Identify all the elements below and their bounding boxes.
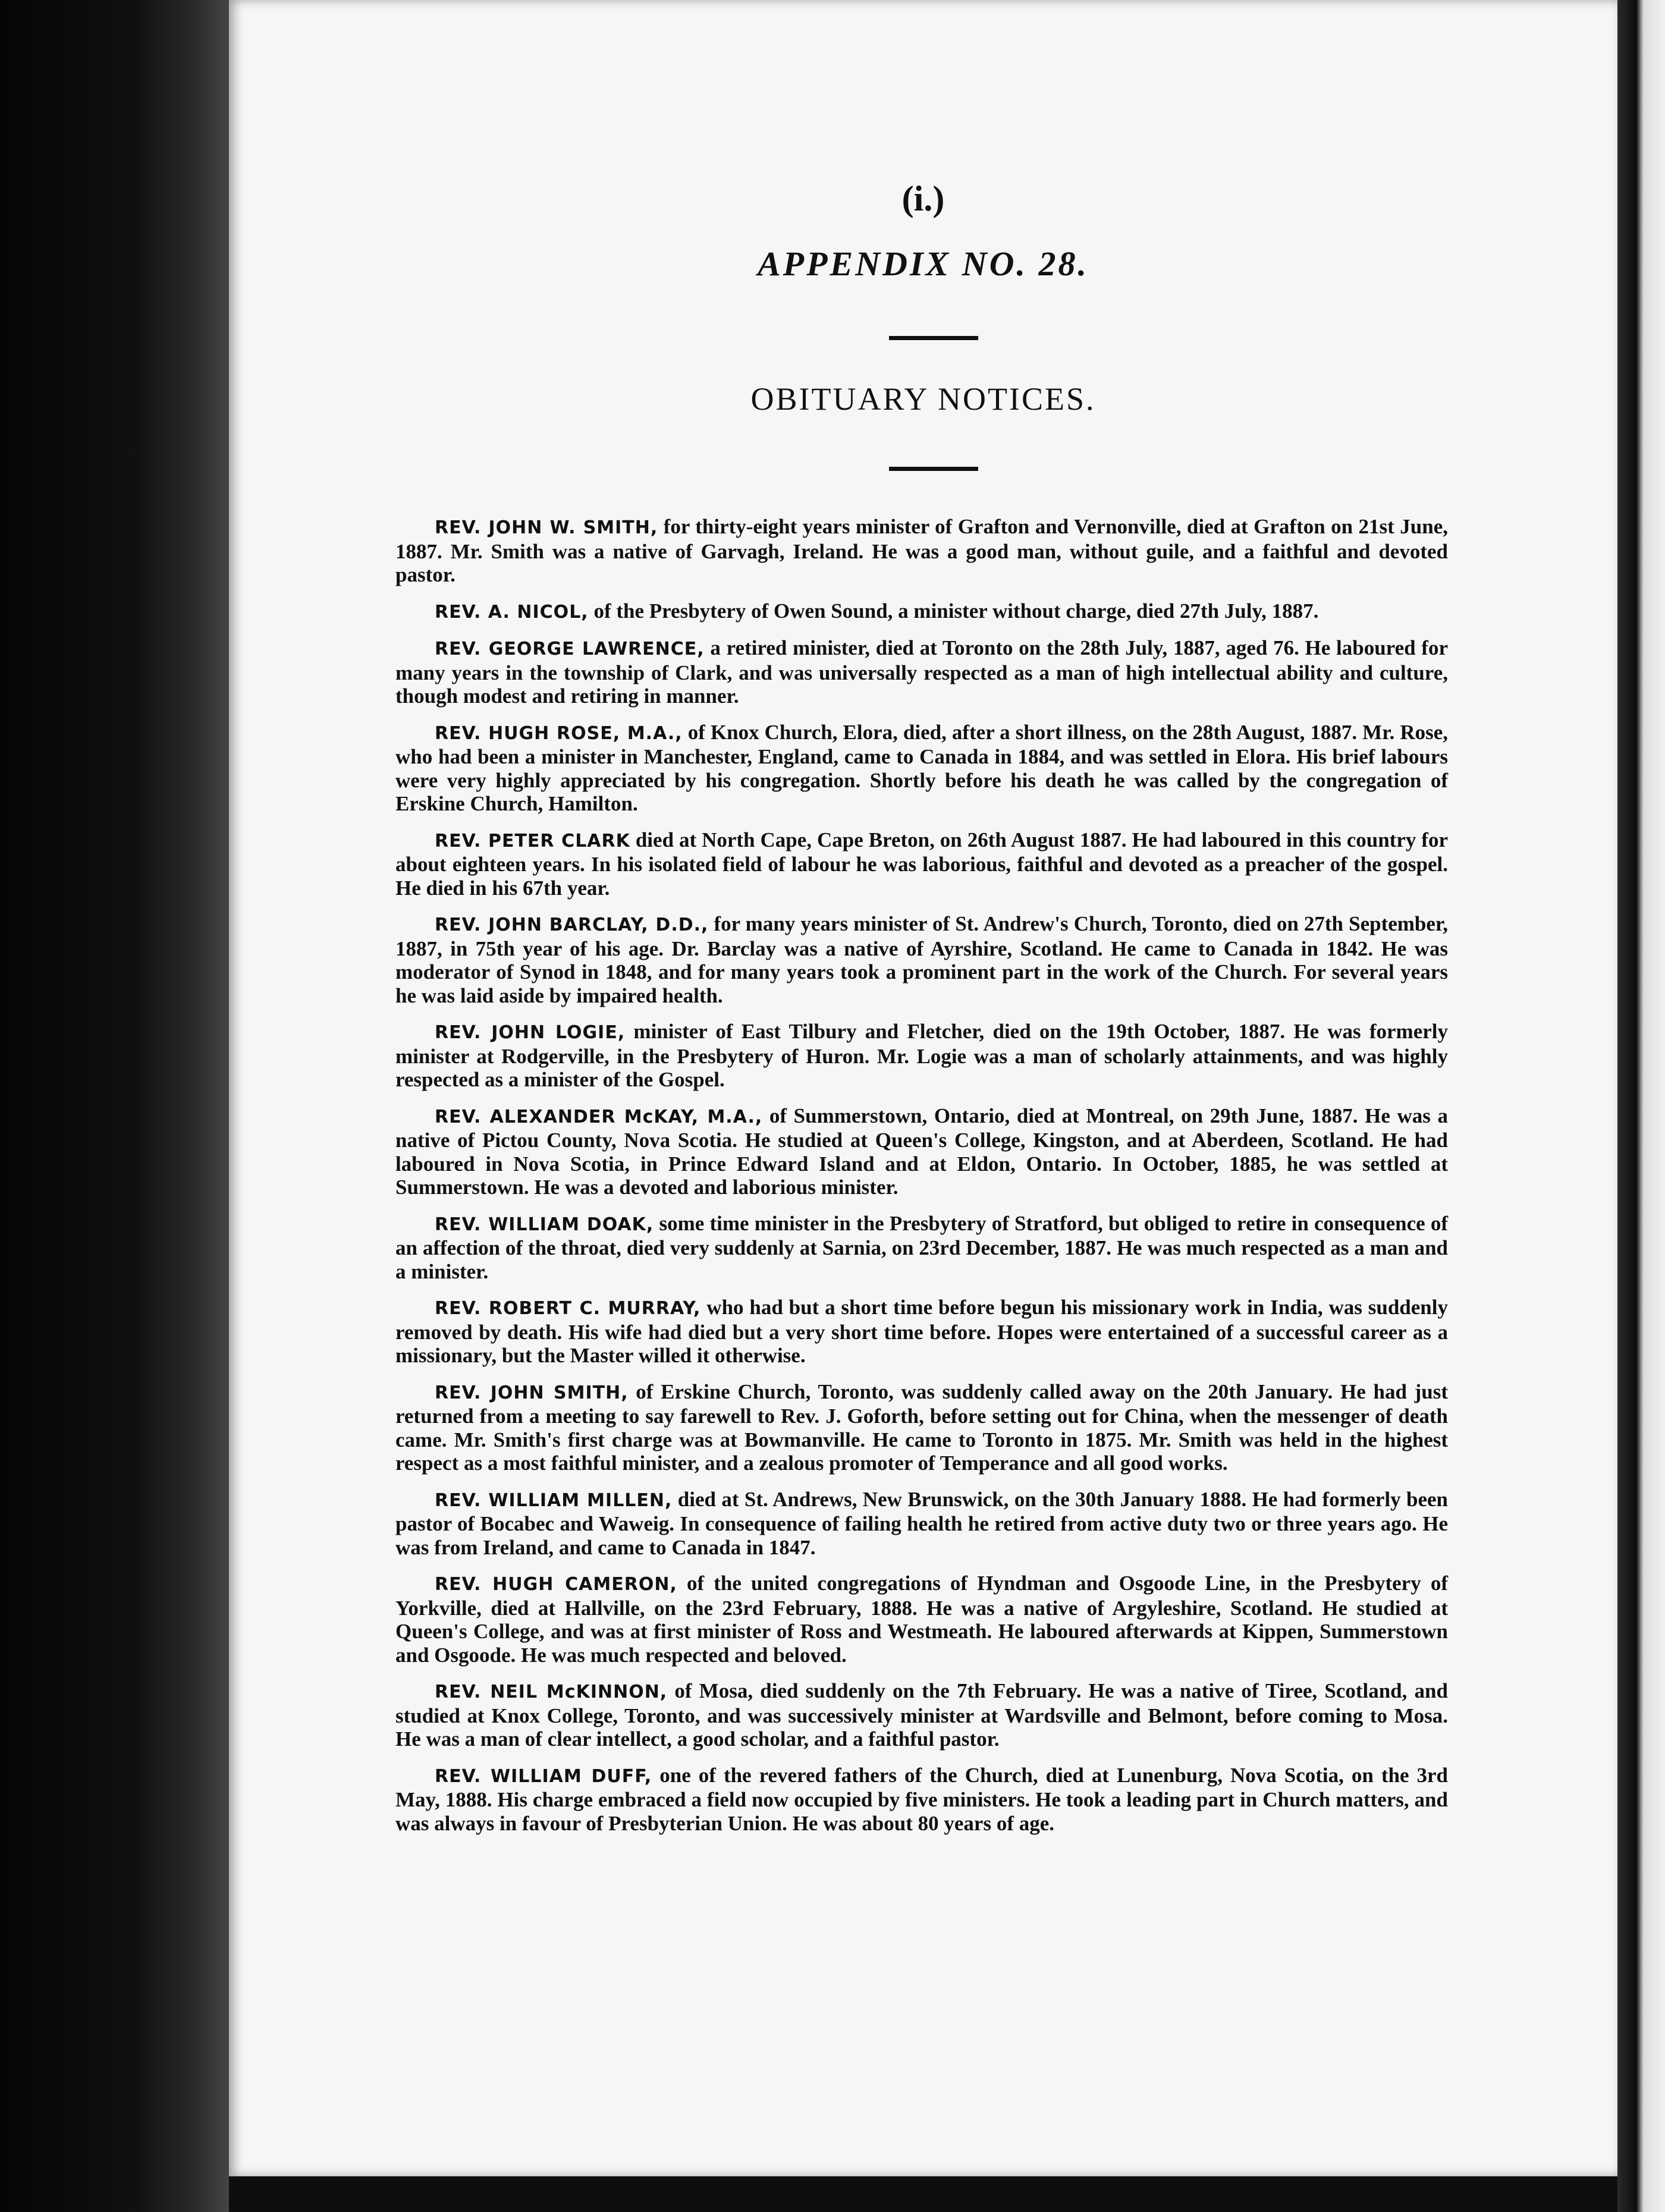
obituary-notice <box>395 912 1448 1007</box>
notice-text: of the Presbytery of Owen Sound, a minister without charge, died 27th July, 1887. <box>588 599 1319 623</box>
obituary-notice <box>395 721 1448 816</box>
obituary-notice <box>395 1296 1448 1368</box>
notice-text: minister of East Tilbury and Fletcher, died on the 19th October, 1887. He was formerly minister at Rodgerville, in the Presbytery of Huron. Mr. Logie was a man of scholarly attainments, and was highly respected as a minister of the Gospel. <box>395 1020 1448 1091</box>
notice-text: for many years minister of St. Andrew's Church, Toronto, died on 27th September, 1887, in 75th year of his age. Dr. Barclay was a native of Ayrshire, Scotland. He came to Canada in 1842. He was moderator of Synod in 1848, and for many years took a prominent part in the work of the Church. For several years he was laid aside by impaired health. <box>395 912 1448 1007</box>
minister-name: REV. WILLIAM DUFF, <box>435 1765 652 1787</box>
minister-name: REV. GEORGE LAWRENCE, <box>435 639 705 659</box>
notice-text: for thirty-eight years minister of Grafton and Vernonville, died at Grafton on 21st June, 1887. Mr. Smith was a native of Garvagh, Ireland. He was a good man, without guile, and a faithful and devoted pastor. <box>395 515 1448 586</box>
minister-name: REV. NEIL McKINNON, <box>435 1682 668 1702</box>
obituary-notice <box>395 636 1448 708</box>
minister-name: REV. ROBERT C. MURRAY, <box>435 1298 701 1319</box>
notice-text: died at North Cape, Cape Breton, on 26th August 1887. He had laboured in this country for about eighteen years. In his isolated field of labour he was laborious, faithful and devoted as a preacher of the gospel. He died in his 67th year. <box>395 828 1448 900</box>
notice-text: of Erskine Church, Toronto, was suddenly called away on the 20th January. He had just returned from a meeting to say farewell to Rev. J. Goforth, before setting out for China, when the messenger of death came. Mr. Smith's first charge was at Bowmanville. He came to Toronto in 1875. Mr. Smith was held in the highest respect as a most faithful minister, and a zealous promoter of Temperance and all good works. <box>395 1380 1448 1475</box>
obituary-list <box>395 515 1448 1847</box>
notice-text: died at St. Andrews, New Brunswick, on the 30th January 1888. He had formerly been pastor of Bocabec and Waweig. In consequence of failing health he retired from active duty two or three years ago. He was from Ireland, and came to Canada in 1847. <box>395 1487 1448 1559</box>
obituary-notice <box>395 1104 1448 1199</box>
minister-name: REV. WILLIAM MILLEN, <box>435 1490 673 1511</box>
notice-text: one of the revered fathers of the Church, died at Lunenburg, Nova Scotia, on the 3rd May, 1888. His charge embraced a field now occupied by five ministers. He took a leading part in Church matters, and was always in favour of Presbyterian Union. He was about 80 years of age. <box>395 1763 1448 1835</box>
minister-name: REV. JOHN BARCLAY, D.D., <box>435 915 709 935</box>
obituary-notice <box>395 1488 1448 1560</box>
scan-border-bottom <box>229 2176 1617 2212</box>
notice-text: of Knox Church, Elora, died, after a short illness, on the 28th August, 1887. Mr. Rose, who had been a minister in Manchester, England, came to Canada in 1884, and was settled in Elora. His brief labours were very highly appreciated by his congregation. Shortly before his death he was called by the congregation of Erskine Church, Hamilton. <box>395 720 1448 815</box>
minister-name: REV. JOHN LOGIE, <box>435 1022 626 1043</box>
obituary-notice <box>395 1764 1448 1836</box>
minister-name: REV. PETER CLARK <box>435 830 630 852</box>
notice-text: of Mosa, died suddenly on the 7th February. He was a native of Tiree, Scotland, and studied at Knox College, Toronto, and was successively minister at Wardsville and Belmont, before coming to Mosa. He was a man of clear intellect, a good scholar, and a faithful pastor. <box>395 1679 1448 1751</box>
minister-name: REV. WILLIAM DOAK, <box>435 1214 654 1235</box>
obituary-notice <box>395 1380 1448 1475</box>
divider-rule <box>889 467 978 471</box>
notice-text: a retired minister, died at Toronto on the 28th July, 1887, aged 76. He laboured for many years in the township of Clark, and was universally respected as a man of high intellectual ability and culture, though modest and retiring in manner. <box>395 636 1448 708</box>
book-binding-right <box>1617 0 1665 2212</box>
obituary-notice <box>395 599 1448 624</box>
minister-name: REV. JOHN W. SMITH, <box>435 517 658 538</box>
obituary-notice <box>395 1212 1448 1284</box>
notice-text: of the united congregations of Hyndman and Osgoode Line, in the Presbytery of Yorkville, died at Hallville, on the 23rd February, 1888. He was a native of Argyleshire, Scotland. He studied at Queen's College, and was at first minister of Ross and Westmeath. He laboured afterwards at Kippen, Summerstown and Osgoode. He was much respected and beloved. <box>395 1572 1448 1667</box>
notice-text: some time minister in the Presbytery of Stratford, but obliged to retire in consequence of an affection of the throat, died very suddenly at Sarnia, on 23rd December, 1887. He was much respected as a man and a minister. <box>395 1211 1448 1283</box>
obituary-notice <box>395 1020 1448 1092</box>
minister-name: REV. ALEXANDER McKAY, M.A., <box>435 1106 763 1127</box>
obituary-notice <box>395 828 1448 900</box>
minister-name: REV. A. NICOL, <box>435 601 589 623</box>
minister-name: REV. HUGH CAMERON, <box>435 1574 677 1595</box>
obituary-notice <box>395 1572 1448 1667</box>
minister-name: REV. HUGH ROSE, M.A., <box>435 722 683 744</box>
book-binding-left <box>0 0 229 2212</box>
page-number: (i.) <box>901 179 945 218</box>
notice-text: of Summerstown, Ontario, died at Montreal, on 29th June, 1887. He was a native of Pictou County, Nova Scotia. He studied at Queen's College, Kingston, and at Aberdeen, Scotland. He had laboured in Nova Scotia, in Prince Edward Island and at Eldon, Ontario. In October, 1885, he was settled at Summerstown. He was a devoted and laborious minister. <box>395 1104 1448 1199</box>
obituary-notice <box>395 515 1448 587</box>
divider-rule <box>889 336 978 340</box>
notice-text: who had but a short time before begun his missionary work in India, was suddenly removed by death. His wife had died but a very short time before. Hopes were entertained of a successful career as a missionary, but the Master willed it otherwise. <box>395 1296 1448 1367</box>
minister-name: REV. JOHN SMITH, <box>435 1382 629 1403</box>
appendix-title: APPENDIX NO. 28. <box>757 244 1089 283</box>
section-title: OBITUARY NOTICES. <box>750 381 1096 417</box>
obituary-notice <box>395 1679 1448 1751</box>
document-page <box>229 0 1617 2176</box>
